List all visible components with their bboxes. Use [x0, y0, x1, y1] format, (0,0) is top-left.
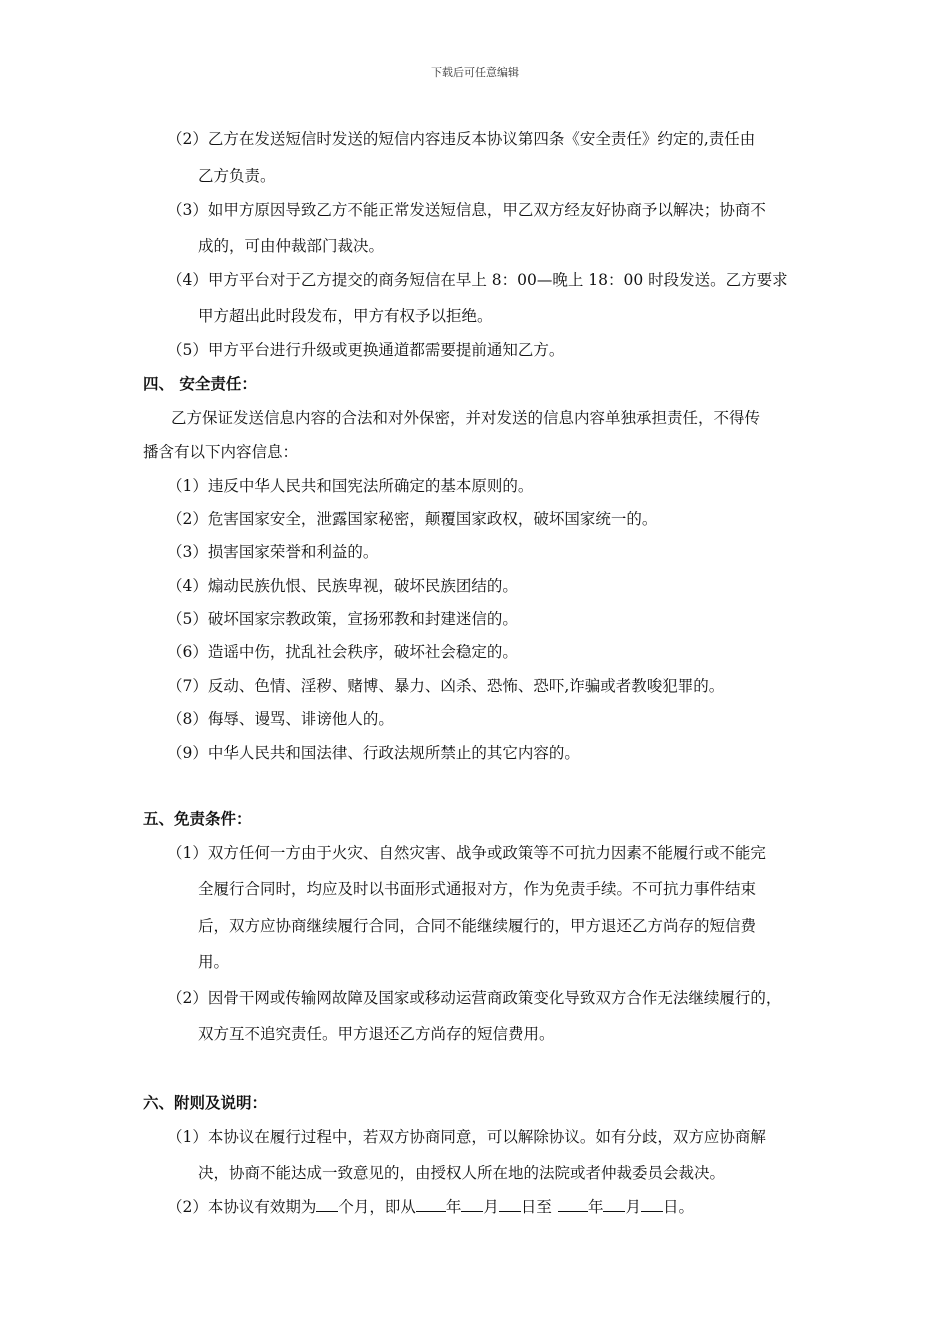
clause-4-4: （4）煽动民族仇恨、民族卑视，破坏民族团结的。 — [167, 577, 518, 595]
section-5-heading: 五、免责条件： — [143, 809, 252, 828]
clause-3-4-line-1: （4）甲方平台对于乙方提交的商务短信在早上 8：00—晚上 18：00 时段发送。乙方要求 — [167, 271, 788, 289]
clause-6-1-line-1: （1）本协议在履行过程中，若双方协商同意，可以解除协议。如有分歧，双方应协商解 — [167, 1128, 766, 1146]
clause-4-8: （8）侮辱、谩骂、诽谤他人的。 — [167, 710, 394, 728]
start-month-blank — [461, 1196, 483, 1212]
section-4-intro-line-2: 播含有以下内容信息： — [143, 443, 299, 461]
start-year-blank — [416, 1196, 446, 1212]
clause-6-2-text-3: 年 — [445, 1198, 462, 1216]
section-4-heading: 四、 安全责任： — [143, 374, 257, 393]
clause-6-2-text-8: 日。 — [662, 1198, 694, 1216]
end-month-blank — [603, 1196, 625, 1212]
page-header: 下载后可任意编辑 — [431, 66, 519, 79]
clause-4-2: （2）危害国家安全，泄露国家秘密，颠覆国家政权，破坏国家统一的。 — [167, 510, 658, 528]
clause-4-7: （7）反动、色情、淫秽、赌博、暴力、凶杀、恐怖、恐吓,诈骗或者教唆犯罪的。 — [167, 677, 725, 695]
clause-6-2-text-4: 月 — [483, 1198, 499, 1216]
clause-5-2-line-1: （2）因骨干网或传输网故障及国家或移动运营商政策变化导致双方合作无法继续履行的， — [167, 989, 782, 1007]
clause-4-9: （9）中华人民共和国法律、行政法规所禁止的其它内容的。 — [167, 744, 580, 762]
clause-3-4-line-2: 甲方超出此时段发布，甲方有权予以拒绝。 — [198, 307, 493, 325]
months-blank — [316, 1196, 338, 1212]
clause-6-2-text-6: 年 — [587, 1198, 604, 1216]
clause-5-1-line-4: 用。 — [198, 953, 230, 971]
clause-6-2-text-1: （2）本协议有效期为 — [167, 1198, 317, 1216]
clause-4-5: （5）破坏国家宗教政策，宣扬邪教和封建迷信的。 — [167, 610, 518, 628]
clause-4-6: （6）造谣中伤，扰乱社会秩序，破坏社会稳定的。 — [167, 643, 518, 661]
clause-3-3-line-2: 成的，可由仲裁部门裁决。 — [198, 237, 385, 255]
section-4-intro-line-1: 乙方保证发送信息内容的合法和对外保密，并对发送的信息内容单独承担责任，不得传 — [171, 409, 761, 427]
clause-5-2-line-2: 双方互不追究责任。甲方退还乙方尚存的短信费用。 — [198, 1025, 555, 1043]
clause-5-1-line-1: （1）双方任何一方由于火灾、自然灾害、战争或政策等不可抗力因素不能履行或不能完 — [167, 844, 766, 862]
clause-4-3: （3）损害国家荣誉和利益的。 — [167, 543, 379, 561]
clause-4-1: （1）违反中华人民共和国宪法所确定的基本原则的。 — [167, 477, 534, 495]
clause-6-2-text-5: 日至 — [520, 1198, 552, 1216]
clause-6-2-text-7: 月 — [625, 1198, 641, 1216]
start-day-blank — [499, 1196, 521, 1212]
clause-5-1-line-2: 全履行合同时，均应及时以书面形式通报对方，作为免责手续。不可抗力事件结束 — [198, 880, 757, 898]
clause-3-5: （5）甲方平台进行升级或更换通道都需要提前通知乙方。 — [167, 341, 565, 359]
clause-6-2-text-2: 个月，即从 — [338, 1198, 416, 1216]
clause-3-3-line-1: （3）如甲方原因导致乙方不能正常发送短信息，甲乙双方经友好协商予以解决；协商不 — [167, 201, 766, 219]
end-year-blank — [558, 1196, 588, 1212]
clause-3-2-line-1: （2）乙方在发送短信时发送的短信内容违反本协议第四条《安全责任》约定的,责任由 — [167, 130, 756, 148]
clause-3-2-line-2: 乙方负责。 — [198, 167, 276, 185]
clause-6-1-line-2: 决，协商不能达成一致意见的，由授权人所在地的法院或者仲裁委员会裁决。 — [198, 1164, 726, 1182]
section-6-heading: 六、附则及说明： — [143, 1093, 268, 1112]
clause-6-2 — [167, 1196, 694, 1217]
end-day-blank — [641, 1196, 663, 1212]
clause-5-1-line-3: 后，双方应协商继续履行合同，合同不能继续履行的，甲方退还乙方尚存的短信费 — [198, 917, 757, 935]
